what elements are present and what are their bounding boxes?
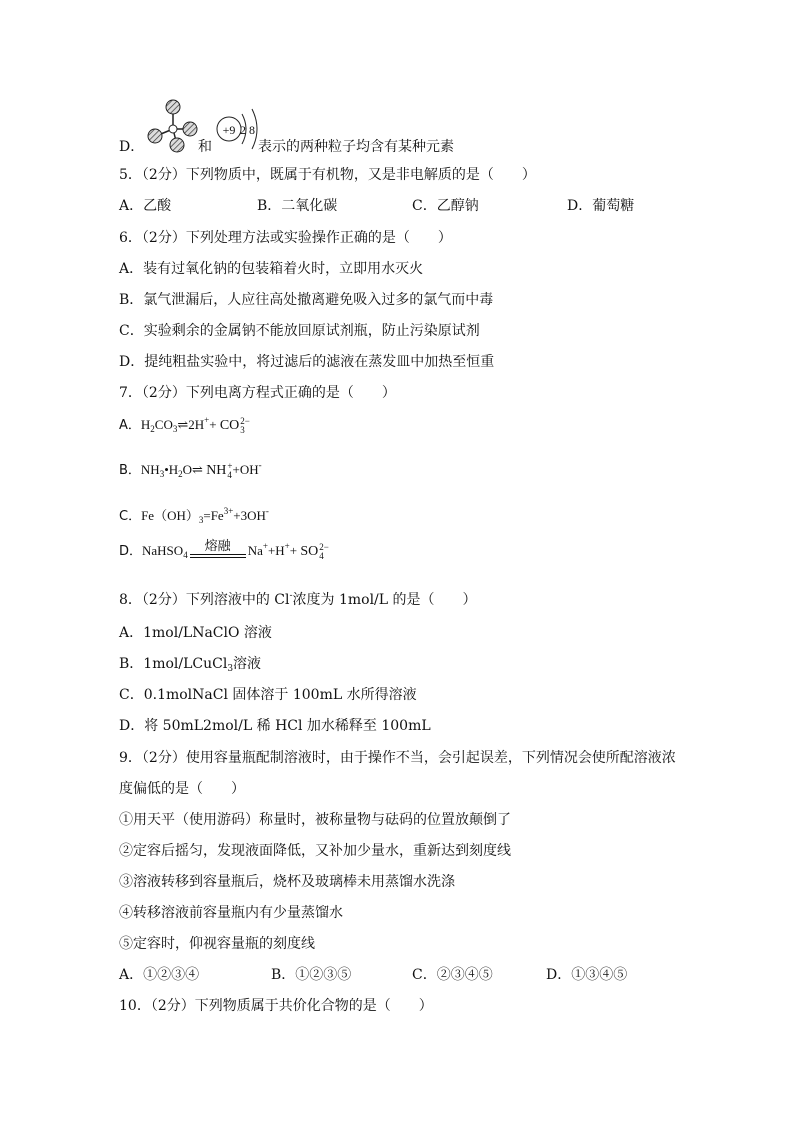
q5-option-c: C．乙醇钠 <box>412 198 479 214</box>
q8-option-d: D．将 50mL2mol/L 稀 HCl 加水稀释至 100mL <box>119 718 431 734</box>
q4-d-text: 表示的两种粒子均含有某种元素 <box>258 139 454 155</box>
q7-option-a: A．$H_2CO_3\rightleftharpoons 2H^++ CO2-$ 3 <box>119 415 250 436</box>
atom-nucleus-charge: +9 <box>222 123 236 137</box>
q9-option-a: A．①②③④ <box>119 967 200 983</box>
atom-shell-electrons: 2 8 <box>240 123 255 137</box>
q6-option-c: C．实验剩余的金属钠不能放回原试剂瓶，防止污染原试剂 <box>119 323 480 339</box>
q6-option-d: D．提纯粗盐实验中，将过滤后的滤液在蒸发皿中加热至恒重 <box>119 354 495 370</box>
q6-option-b: B．氯气泄漏后，人应往高处撤离避免吸入过多的氯气而中毒 <box>119 292 494 308</box>
q9-item-2: ②定容后摇匀，发现液面降低，又补加少量水，重新达到刻度线 <box>119 843 511 859</box>
q9-item-4: ④转移溶液前容量瓶内有少量蒸馏水 <box>119 905 343 921</box>
q5-option-a: A．乙酸 <box>119 198 172 214</box>
q8-option-b: B．1mol/LCuCl$_3$溶液 <box>119 656 262 674</box>
q5-option-d: D．葡萄糖 <box>567 198 635 214</box>
q9-item-1: ①用天平（使用游码）称量时，被称量物与砝码的位置放颠倒了 <box>119 812 511 828</box>
q4-d-label: D． <box>119 139 145 155</box>
q9-stem-line2: 度偏低的是（ ） <box>119 781 245 797</box>
q8-option-c: C．0.1molNaCl 固体溶于 100mL 水所得溶液 <box>119 687 417 703</box>
q9-item-3: ③溶液转移到容量瓶后，烧杯及玻璃棒未用蒸馏水洗涤 <box>119 874 455 890</box>
q5-stem: 5．（2分）下列物质中，既属于有机物，又是非电解质的是（ ） <box>119 167 536 183</box>
melting-condition-arrow: 熔融 <box>188 541 248 563</box>
q7-option-b: B．$NH_3•H_2O\rightleftharpoons$ NH+ 4+OH- <box>119 460 262 481</box>
q8-stem: 8．（2分）下列溶液中的 Cl-浓度为 1mol/L 的是（ ） <box>119 591 477 608</box>
q9-stem-line1: 9．（2分）使用容量瓶配制溶液时，由于操作不当，会引起误差，下列情况会使所配溶液浓 <box>119 750 676 766</box>
q9-option-c: C．②③④⑤ <box>412 967 493 983</box>
q5-option-b: B．二氧化碳 <box>257 198 338 214</box>
q6-stem: 6．（2分）下列处理方法或实验操作正确的是（ ） <box>119 230 452 246</box>
molecule-model-icon <box>144 94 204 154</box>
q4-and: 和 <box>198 139 212 155</box>
q9-option-b: B．①②③⑤ <box>271 967 352 983</box>
q6-option-a: A．装有过氧化钠的包装箱着火时，立即用水灭火 <box>119 261 424 277</box>
q9-item-5: ⑤定容时，仰视容量瓶的刻度线 <box>119 936 315 952</box>
q8-option-a: A．1mol/LNaClO 溶液 <box>119 625 272 641</box>
q7-option-d: D．NaHSO$_4$ 熔融 Na++H++ SO2− 4 <box>119 539 329 562</box>
q9-option-d: D．①③④⑤ <box>546 967 628 983</box>
q7-stem: 7．（2分）下列电离方程式正确的是（ ） <box>119 385 396 401</box>
q7-option-c: C．$Fe(OH)_3=Fe^{3+}+3OH^-$ <box>119 506 269 525</box>
q4-option-d <box>119 137 144 157</box>
q10-stem: 10．（2分）下列物质属于共价化合物的是（ ） <box>119 998 433 1014</box>
